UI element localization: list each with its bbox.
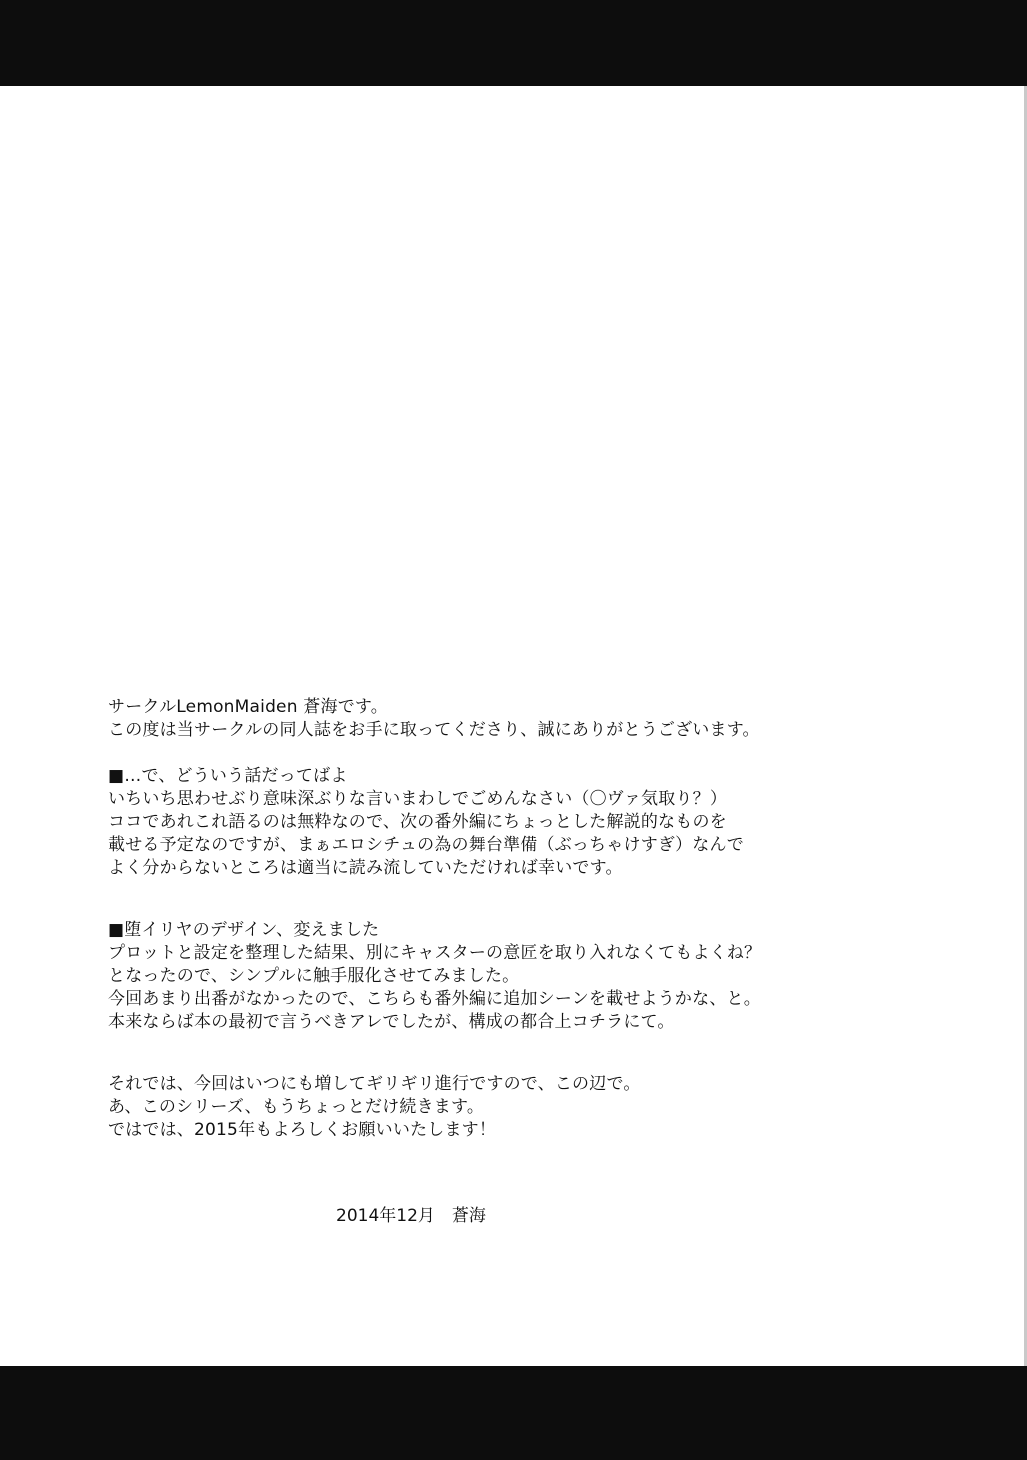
section1-line: 載せる予定なのですが、まぁエロシチュの為の舞台準備（ぶっちゃけすぎ）なんで <box>108 835 744 855</box>
section2-line: プロットと設定を整理した結果、別にキャスターの意匠を取り入れなくてもよくね？ <box>108 943 762 963</box>
closing-line: それでは、今回はいつにも増してギリギリ進行ですので、この辺で。 <box>108 1074 641 1094</box>
section1-line: いちいち思わせぶり意味深ぶりな言いまわしでごめんなさい（〇ヴァ気取り？） <box>108 789 728 809</box>
top-black-border <box>0 0 1027 86</box>
section2-line: 今回あまり出番がなかったので、こちらも番外編に追加シーンを載せようかな、と。 <box>108 989 761 1009</box>
closing-line: ではでは、2015年もよろしくお願いいたします！ <box>108 1120 497 1140</box>
section2-heading: ■堕イリヤのデザイン、変えました <box>108 920 380 940</box>
section2-line: 本来ならば本の最初で言うべきアレでしたが、構成の都合上コチラにて。 <box>108 1012 675 1032</box>
afterword-text <box>108 696 908 1142</box>
section1-line: ココであれこれ語るのは無粋なので、次の番外編にちょっとした解説的なものを <box>108 812 727 832</box>
section1-line: よく分からないところは適当に読み流していただければ幸いです。 <box>108 858 623 878</box>
closing-line: あ、このシリーズ、もうちょっとだけ続きます。 <box>108 1097 485 1117</box>
bottom-black-border <box>0 1366 1027 1460</box>
section1-heading: ■…で、どういう話だってばよ <box>108 766 348 786</box>
section2-line: となったので、シンプルに触手服化させてみました。 <box>108 966 520 986</box>
intro-greeting: サークルLemonMaiden 蒼海です。 <box>108 697 388 717</box>
date-signature: 2014年12月 蒼海 <box>336 1206 486 1226</box>
intro-thanks: この度は当サークルの同人誌をお手に取ってくださり、誠にありがとうございます。 <box>108 720 760 740</box>
